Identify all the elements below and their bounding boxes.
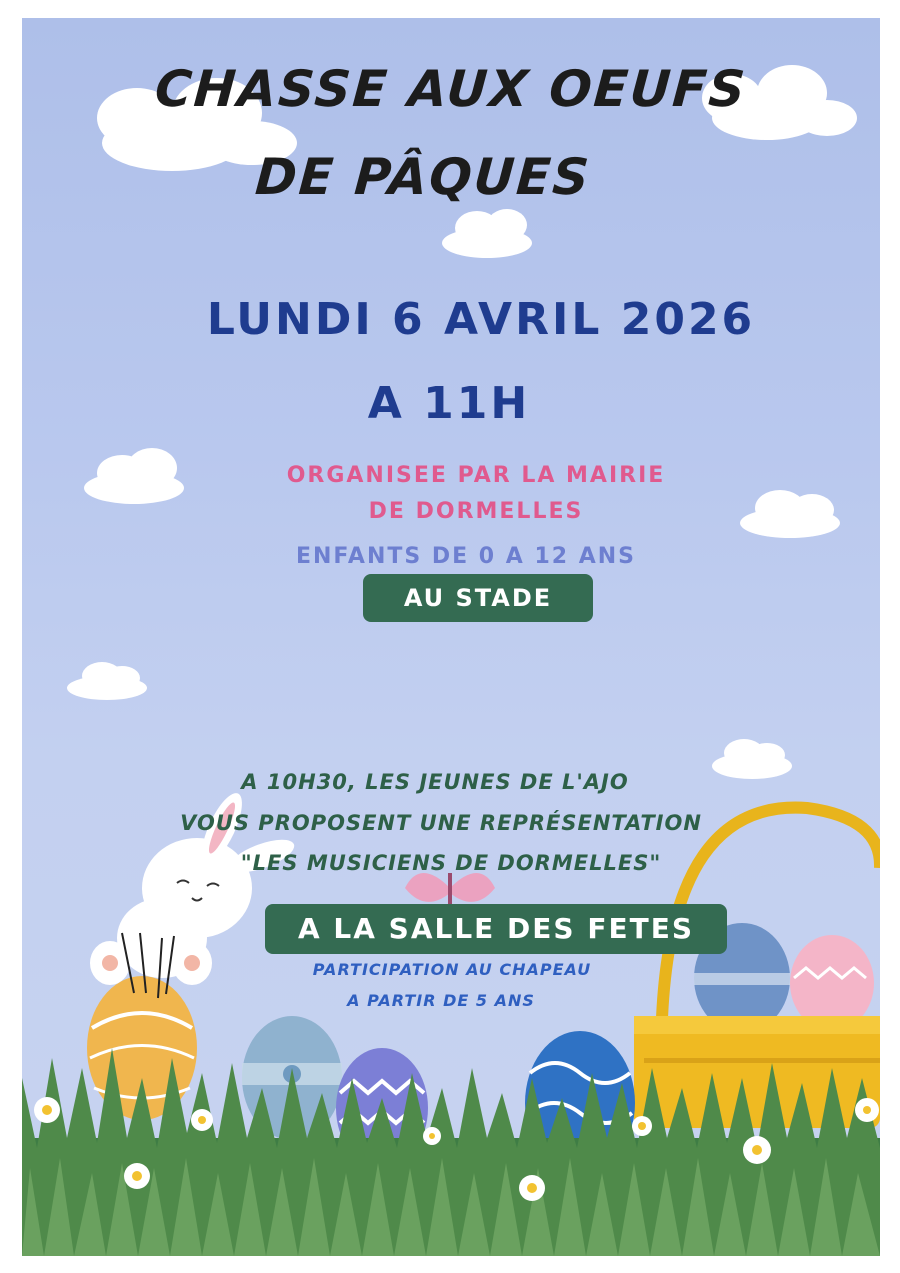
venue-badge: A LA SALLE DES FETES (265, 904, 727, 954)
daisy-icon (34, 1097, 60, 1123)
location-badge: AU STADE (363, 574, 593, 622)
event-time: A 11H (367, 378, 531, 429)
daisy-icon (855, 1098, 879, 1122)
butterfly-icon (405, 873, 495, 908)
show-line2: VOUS PROPOSENT UNE REPRÉSENTATION (180, 811, 702, 835)
daisy-icon (519, 1175, 545, 1201)
daisy-icon (124, 1163, 150, 1189)
daisy-icon (632, 1116, 652, 1136)
daisy-icon (191, 1109, 213, 1131)
poster-title-line1: CHASSE AUX OEUFS (153, 60, 749, 118)
age-note: A PARTIR DE 5 ANS (347, 991, 535, 1010)
poster-title-line2: DE PÂQUES (253, 148, 593, 206)
organizer-line2: DE DORMELLES (368, 499, 584, 524)
audience-label: ENFANTS DE 0 A 12 ANS (295, 544, 637, 569)
participation-note: PARTICIPATION AU CHAPEAU (312, 960, 592, 979)
daisy-icon (743, 1136, 771, 1164)
daisy-icon (423, 1127, 441, 1145)
easter-poster (22, 18, 880, 1256)
show-line1: A 10H30, LES JEUNES DE L'AJO (241, 770, 629, 794)
event-date: LUNDI 6 AVRIL 2026 (206, 294, 756, 345)
show-line3: "LES MUSICIENS DE DORMELLES" (240, 851, 662, 875)
cloud-icon (442, 209, 532, 258)
cloud-icon (67, 662, 147, 700)
organizer-line1: ORGANISEE PAR LA MAIRIE (286, 463, 666, 488)
